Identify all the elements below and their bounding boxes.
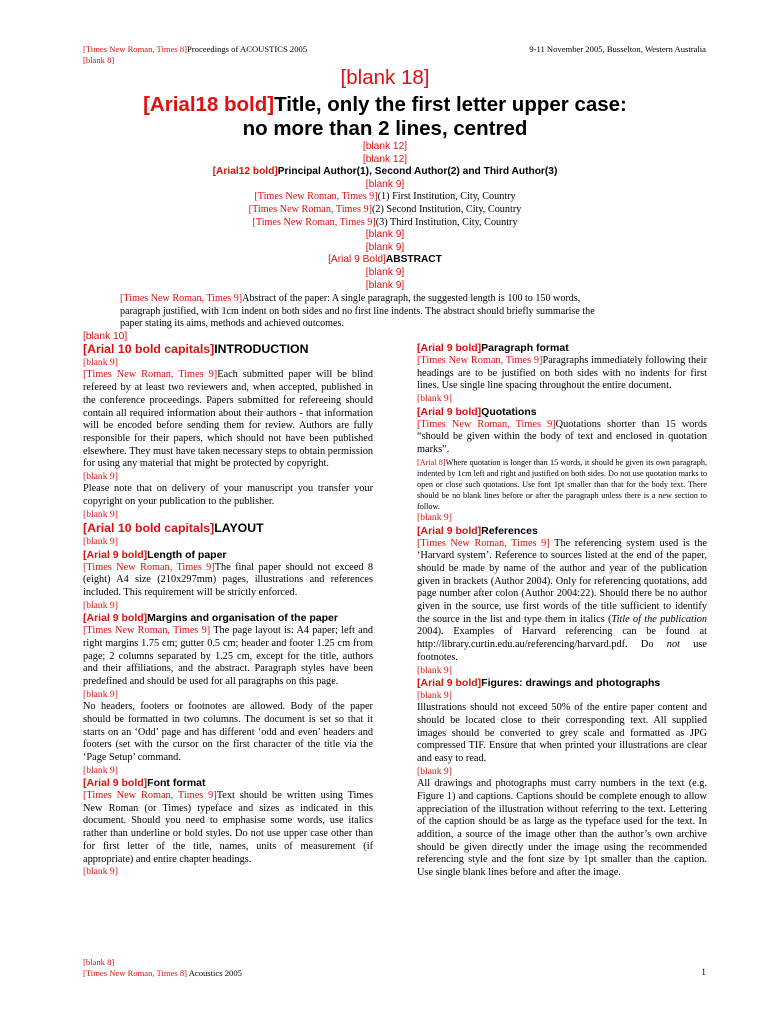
font-format-paragraph xyxy=(83,790,373,866)
quotations-heading: Quotations xyxy=(481,405,537,418)
blank-marker: [blank 9] xyxy=(365,229,405,241)
institution-1: (1) First Institution, City, Country xyxy=(377,191,516,203)
style-tag: [Arial12 bold] xyxy=(212,166,278,178)
paragraph-text: The final paper should not exceed 8 (eight) A4 size (210x297mm) pages, illustrations and references included. This requirement will be strictly enforced. xyxy=(83,561,373,599)
authors: Principal Author(1), Second Author(2) and Third Author(3) xyxy=(277,166,558,178)
italic-example: Title of the publication xyxy=(611,613,707,625)
blank-marker: [blank 12] xyxy=(362,141,408,152)
introduction-paragraph xyxy=(83,369,373,471)
references-text xyxy=(417,538,707,665)
page-number: 1 xyxy=(701,968,706,978)
block-quotation xyxy=(417,457,707,512)
blank-marker: [blank 9] xyxy=(365,266,405,278)
blank-marker: [blank 9] xyxy=(417,664,452,676)
running-footer-left xyxy=(83,957,242,979)
blank-marker: [blank 18] xyxy=(340,66,430,89)
abstract-body xyxy=(120,293,670,331)
style-tag: [Times New Roman, Times 9] xyxy=(417,418,556,430)
figures-heading: Figures: drawings and photographs xyxy=(481,676,661,689)
paragraph-format-text xyxy=(417,355,707,393)
abstract-line: paper stating its aims, methods and achieved outcomes. xyxy=(120,318,344,330)
style-tag: [Times New Roman, Times 9] xyxy=(417,537,550,549)
style-tag: [Arial 8] xyxy=(417,457,446,467)
style-tag: [Arial 9 bold] xyxy=(83,777,148,790)
introduction-heading: INTRODUCTION xyxy=(214,342,309,356)
running-header-left xyxy=(83,44,307,65)
paper-title xyxy=(0,93,770,141)
footer-text: Acoustics 2005 xyxy=(187,968,242,978)
title-line-2: no more than 2 lines, centred xyxy=(242,117,528,140)
title-line-1: Title, only the first letter upper case: xyxy=(274,93,627,116)
blank-marker: [blank 9] xyxy=(83,536,118,548)
margins-heading: Margins and organisation of the paper xyxy=(147,612,338,625)
style-tag: [Arial 10 bold capitals] xyxy=(83,521,215,536)
paragraph-text: The referencing system used is the ‘Harvard system’. Reference to sources listed at the end of the paper, should be made by name of the author and year of the publication given in brackets (Author 2004). Only for referencing quotations, add page number after colon (Author 2004:22). Should there be no author given in the source, use first words of the title sufficient to identify the source in the list and type them in italics ( xyxy=(417,537,707,625)
style-tag: [Arial 9 bold] xyxy=(83,612,148,625)
blank-marker: [blank 9] xyxy=(83,599,118,611)
style-tag: [Times New Roman, Times 9] xyxy=(417,355,543,366)
right-column xyxy=(417,342,707,880)
margins-paragraph xyxy=(83,625,373,689)
paragraph-text: 2004). Examples of Harvard referencing can be found at http://library.curtin.edu.au/referencing/harvard.pdf. Do xyxy=(417,626,707,651)
blank-marker: [blank 9] xyxy=(83,471,118,483)
captions-paragraph: All drawings and photographs must carry numbers in the text (e.g. Figure 1) and captions. Captions should be complete enough to allow appreciation of the illustration without referring to the text. Lettering of the caption should be as large as the typeface used for the text. In addition, a source of the image other than the author’s own archive should be given directly under the image using the recommended referencing style and the font size by 1pt smaller than the caption. Use single blank lines before and after the image. xyxy=(417,778,707,879)
blank-marker: [blank 9] xyxy=(83,764,118,776)
blank-marker: [blank 9] xyxy=(365,241,405,253)
abstract-heading: ABSTRACT xyxy=(385,254,442,266)
blank-marker: [blank 8] xyxy=(83,54,115,65)
italic-not: not xyxy=(666,639,680,651)
style-tag: [Arial 9 bold] xyxy=(417,342,482,354)
paragraph-text: Quotations shorter than 15 words “should be given within the body of text and enclosed in quotation marks”. xyxy=(417,418,707,455)
style-tag: [Arial18 bold] xyxy=(143,93,275,116)
institution-2: (2) Second Institution, City, Country xyxy=(371,203,522,215)
style-tag: [Arial 9 Bold] xyxy=(328,254,386,266)
length-paragraph xyxy=(83,562,373,600)
blank-marker: [blank 12] xyxy=(362,153,408,165)
blank-marker: [blank 9] xyxy=(365,279,405,291)
style-tag: [Arial 9 bold] xyxy=(417,405,482,418)
style-tag: [Times New Roman, Times 9] xyxy=(248,203,372,215)
left-column xyxy=(83,342,373,879)
author-block xyxy=(0,141,770,292)
style-tag: [Arial 9 bold] xyxy=(417,676,482,689)
blank-marker: [blank 8] xyxy=(83,957,115,967)
style-tag: [Times New Roman, Times 9] xyxy=(83,369,218,381)
copyright-note: Please note that on delivery of your manuscript you transfer your copyright on your publication to the publisher. xyxy=(83,483,373,508)
blank-marker: [blank 9] xyxy=(417,393,452,405)
style-tag: [Arial 10 bold capitals] xyxy=(83,342,215,356)
illustrations-paragraph: Illustrations should not exceed 50% of the entire paper content and should be located close to their corresponding text. All supplied images should be converted to grey scale and formatted as JPG compressed TIF. Ensure that when printed your illustrations are clear and easy to read. xyxy=(417,702,707,765)
blank-marker: [blank 9] xyxy=(417,689,452,701)
quotation-text: Where quotation is longer than 15 words, it should be given its own paragraph, indented by 1cm left and right and justified on both sides. Do not use quotation marks to open or close such quotations. Use font 1pt smaller than that for the body text. There should be no blank lines before or after the paragraph unless there is a new section to follow. xyxy=(417,457,707,511)
paragraph-text: Text should be written using Times New Roman (or Times) typeface and sizes as indicated in this document. Should you need to emphasise some words, use italics rather than underline or bold styles. Do not use upper case other than for first letter of the title, names, units of measurement (if appropriate) and entire chapter headings. xyxy=(83,790,373,865)
style-tag: [Arial 9 bold] xyxy=(83,548,148,561)
style-tag: [Times New Roman, Times 8] xyxy=(83,44,188,54)
headers-paragraph: No headers, footers or footnotes are allowed. Body of the paper should be formatted in two columns. The document is set so that it starts on an ‘Odd’ page and has different ‘odd and even’ headers and footers (set with the cursor on the first character of the title via the ‘Page Setup’ command. xyxy=(83,701,373,763)
blank-marker: [blank 9] xyxy=(417,765,452,777)
running-header-right: 9-11 November 2005, Busselton, Western Australia xyxy=(529,44,706,54)
style-tag: [Times New Roman, Times 9] xyxy=(254,191,378,203)
blank-marker: [blank 9] xyxy=(83,688,118,700)
blank-marker: [blank 9] xyxy=(83,357,118,368)
length-heading: Length of paper xyxy=(147,548,227,561)
blank-marker: [blank 9] xyxy=(83,866,118,878)
layout-heading: LAYOUT xyxy=(214,521,264,536)
paragraph-text: Paragraphs immediately following their headings are to be justified on both sides with no indents for first lines. Use single line spacing throughout the entire document. xyxy=(417,355,707,392)
blank-marker: [blank 9] xyxy=(365,178,405,190)
institution-3: (3) Third Institution, City, Country xyxy=(375,216,518,228)
style-tag: [Times New Roman, Times 9] xyxy=(83,561,215,573)
style-tag: [Times New Roman, Times 9] xyxy=(83,625,211,637)
style-tag: [Times New Roman, Times 9] xyxy=(120,293,243,304)
blank-marker: [blank 10] xyxy=(83,331,128,342)
style-tag: [Times New Roman, Times 9] xyxy=(252,216,376,228)
style-tag: [Times New Roman, Times 8] xyxy=(83,968,188,978)
blank-marker: [blank 9] xyxy=(417,512,452,524)
style-tag: [Times New Roman, Times 9] xyxy=(83,790,217,802)
font-format-heading: Font format xyxy=(147,777,206,790)
paragraph-text: use footnotes. xyxy=(417,639,707,663)
paragraph-text: The page layout is: A4 paper; left and right margins 1.75 cm; gutter 0.5 cm; header and footer 1.25 cm from page; 2 columns separated by 1.25 cm, except for the title, authors and their affiliations, and the abstract. Paragraph styles have been predefined and should be used for all paragraphs on this page. xyxy=(83,625,373,687)
proceedings-name: Proceedings of ACOUSTICS 2005 xyxy=(187,44,308,54)
quotations-text xyxy=(417,419,707,457)
abstract-line: Abstract of the paper: A single paragraph, the suggested length is 100 to 150 words, xyxy=(242,293,581,304)
paragraph-format-heading: Paragraph format xyxy=(481,342,569,354)
style-tag: [Arial 9 bold] xyxy=(417,524,482,537)
paragraph-text: Each submitted paper will be blind refereed by at least two reviewers and, when accepted, published in the conference proceedings. Papers submitted for refereeing should contain all required information about their authors - that information will be encoded before sending them for review. Authors are fully responsible for their papers, which should not have been published elsewhere. They must have taken necessary steps to obtain permission for using any material that might be protected by copyright. xyxy=(83,369,373,470)
blank-marker: [blank 9] xyxy=(83,508,118,520)
abstract-line: paragraph justified, with 1cm indent on both sides and no first line indents. The abstract should briefly summarise the xyxy=(120,305,595,317)
references-heading: References xyxy=(481,524,538,537)
